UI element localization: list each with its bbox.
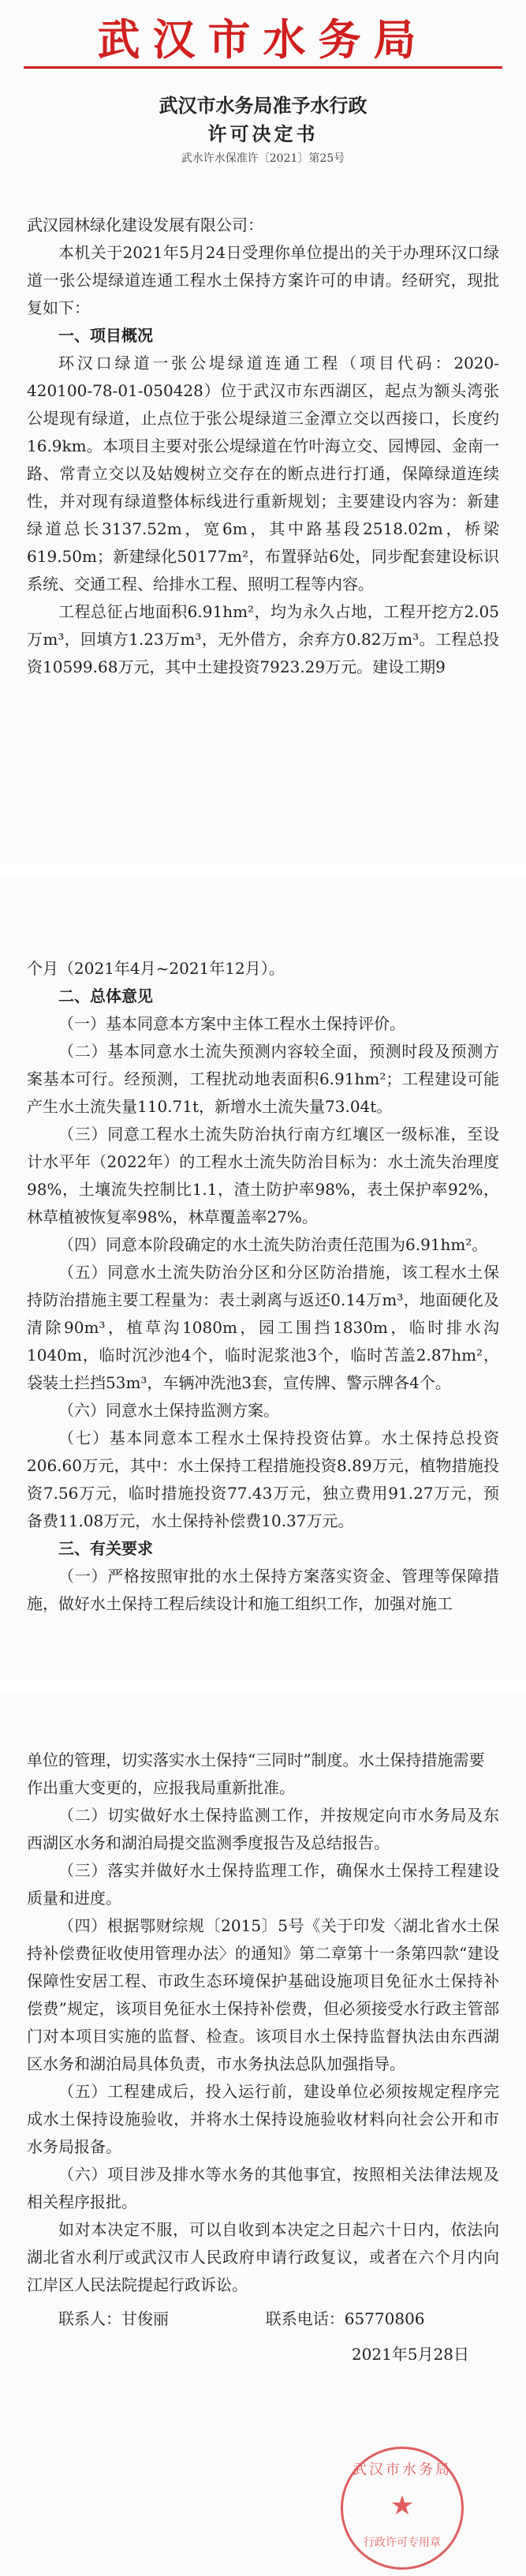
- page-2: [0, 878, 526, 1679]
- contact-name: 甘俊丽: [121, 2309, 169, 2328]
- page-1: [0, 0, 526, 863]
- overview-paragraph-2: 工程总征占地面积6.91hm²，均为永久占地，工程开挖方2.05万m³，回填方1.23万m³，无外借方，余弃方0.82万m³。工程总投资10599.68万元，其中土建投资7923.29万元。建设工期9: [27, 602, 499, 676]
- page-gap: [0, 1679, 526, 1693]
- requirement-item-5: （五）工程建成后，投入运行前，建设单位必须按规定程序完成水土保持设施验收，并将水土保持设施验收材料向社会公开和市水务局报备。: [27, 2082, 499, 2156]
- requirement-item-3: （三）落实并做好水土保持监理工作，确保水土保持工程建设质量和进度。: [27, 1861, 499, 1908]
- requirement-item-6: （六）项目涉及排水等水务的其他事宜，按照相关法律法规及相关程序报批。: [27, 2165, 499, 2211]
- requirement-item-1-start: （一）严格按照审批的水土保持方案落实资金、管理等保障措施，做好水土保持工程后续设计和施工组织工作，加强对施工: [27, 1567, 499, 1613]
- intro-paragraph: 本机关于2021年5月24日受理你单位提出的关于办理环汉口绿道一张公堤绿道连通工程水土保持方案许可的申请。经研究，现批复如下：: [27, 243, 499, 317]
- requirement-item-1-end: 单位的管理，切实落实水土保持“三同时”制度。水土保持措施需要作出重大变更的，应报我局重新批准。: [27, 1750, 485, 1797]
- opinion-item-2: （二）基本同意水土流失预测内容较全面，预测时段及预测方案基本可行。经预测，工程扰动地表面积6.91hm²；工程建设可能产生水土流失量110.71t，新增水土流失量73.04t。: [27, 1042, 499, 1116]
- issue-date: 2021年5月28日: [351, 2345, 469, 2364]
- seal-bottom-text: 行政许可专用章: [364, 2537, 441, 2549]
- official-seal: [341, 2447, 464, 2570]
- document-title-line2: 许可决定书: [207, 123, 319, 145]
- appeal-notice: 如对本决定不服，可以自收到本决定之日起六十日内，依法向湖北省水利厅或武汉市人民政府申请行政复议，或者在六个月内向江岸区人民法院提起行政诉讼。: [27, 2220, 499, 2294]
- opinion-item-5: （五）同意水土流失防治分区和分区防治措施，该工程水土保持防治措施主要工程量为：表土剥离与返还0.14万m³，地面硬化及清除90m³，植草沟1080m，园工围挡1830m，临时排水沟1040m，临时沉沙池4个，临时泥浆池3个，临时苫盖2.87hm²，袋装土拦挡53m³，车辆冲洗池3套，宣传牌、警示牌各4个。: [27, 1263, 499, 1392]
- recipient: 武汉园林绿化建设发展有限公司：: [27, 215, 263, 234]
- contact-line: [27, 2305, 499, 2333]
- opinion-item-3: （三）同意工程水土流失防治执行南方红壤区一级标准，至设计水平年（2022年）的工程水土流失防治目标为：水土流失治理度98%，土壤流失控制比1.1，渣土防护率98%，表土保护率92%，林草植被恢复率98%，林草覆盖率27%。: [27, 1125, 499, 1226]
- agency-red-header: 武汉市水务局: [97, 15, 429, 65]
- red-divider-line: [24, 66, 502, 69]
- document-number: 武水许水保准许〔2021〕第25号: [181, 152, 345, 165]
- opinion-item-7: （七）基本同意本工程水土保持投资估算。水土保持总投资206.60万元，其中：水土保持工程措施投资8.89万元，植物措施投资7.56万元，临时措施投资77.43万元，独立费用91.27万元，预备费11.08万元，水土保持补偿费10.37万元。: [27, 1428, 499, 1530]
- phone-label: 联系电话：: [265, 2309, 345, 2328]
- opinion-item-1: （一）基本同意本方案中主体工程水土保持评价。: [58, 1014, 405, 1033]
- section-heading-requirements: 三、有关要求: [58, 1539, 153, 1558]
- duration-continuation: 个月（2021年4月~2021年12月）。: [27, 959, 285, 978]
- page2-body: [0, 955, 526, 1618]
- opinion-item-6: （六）同意水土保持监测方案。: [58, 1401, 279, 1420]
- seal-text: 武汉市水务局: [353, 2462, 452, 2478]
- opinion-item-4: （四）同意本阶段确定的水土流失防治责任范围为6.91hm²。: [58, 1235, 488, 1254]
- page3-body: [0, 1747, 526, 2368]
- section-heading-opinion: 二、总体意见: [58, 987, 153, 1005]
- seal-star-icon: ★: [390, 2490, 415, 2522]
- page-3: [0, 1693, 526, 2576]
- contact-label: 联系人：: [58, 2309, 121, 2328]
- page-gap: [0, 863, 526, 878]
- page1-body: [0, 212, 526, 681]
- requirement-item-2: （二）切实做好水土保持监测工作，并按规定向市水务局及东西湖区水务和湖泊局提交监测季度报告及总结报告。: [27, 1806, 499, 1852]
- document-title-line1: 武汉市水务局准予水行政: [159, 95, 367, 117]
- requirement-item-4: （四）根据鄂财综规〔2015〕5号《关于印发〈湖北省水土保持补偿费征收使用管理办法〉的通知》第二章第十一条第四款“建设保障性安居工程、市政生态环境保护基础设施项目免征水土保持补偿费”规定，该项目免征水土保持补偿费，但必须接受水行政主管部门对本项目实施的监督、检查。该项目水土保持监督执法由东西湖区水务和湖泊局具体负责，市水务执法总队加强指导。: [27, 1916, 499, 2073]
- overview-paragraph-1: 环汉口绿道一张公堤绿道连通工程（项目代码：2020-420100-78-01-050428）位于武汉市东西湖区，起点为额头湾张公堤现有绿道，止点位于张公堤绿道三金潭立交以西接口，长度约16.9km。本项目主要对张公堤绿道在竹叶海立交、园博园、金南一路、常青立交以及姑嫂树立交存在的断点进行打通，保障绿道连续性，并对现有绿道整体标线进行重新规划；主要建设内容为：新建绿道总长3137.52m，宽6m，其中路基段2518.02m，桥梁619.50m；新建绿化50177m²，布置驿站6处，同步配套建设标识系统、交通工程、给排水工程、照明工程等内容。: [27, 354, 499, 593]
- phone-number: 65770806: [344, 2309, 425, 2328]
- section-heading-overview: 一、项目概况: [58, 326, 153, 345]
